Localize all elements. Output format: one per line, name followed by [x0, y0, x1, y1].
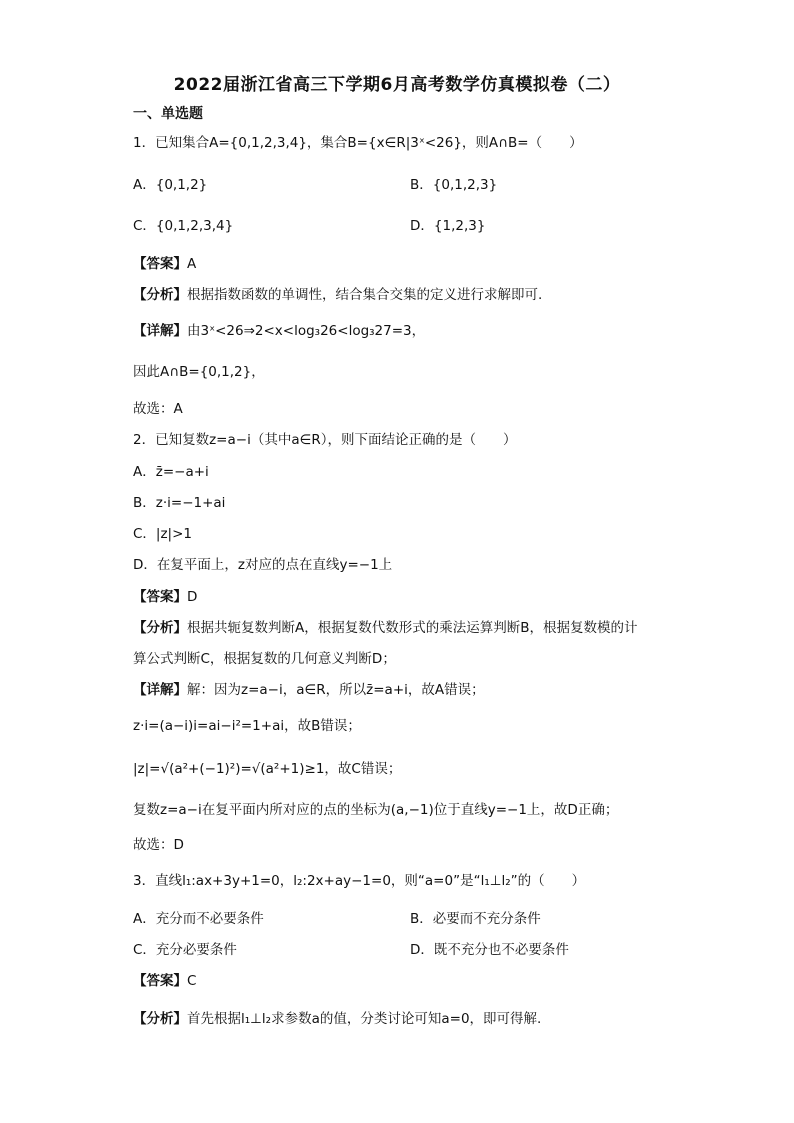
answer-tag: 【答案】	[133, 256, 187, 272]
q1-option-c: C．{0,1,2,3,4}	[133, 218, 234, 234]
detail-text: 由3ˣ<26⇒2<x<log₃26<log₃27=3，	[187, 323, 426, 339]
q2-option-d: D．在复平面上，z对应的点在直线y=−1上	[133, 557, 393, 573]
analysis-text: 根据指数函数的单调性，结合集合交集的定义进行求解即可.	[187, 287, 543, 303]
q1-stem: 1．已知集合A={0,1,2,3,4}，集合B={x∈R|3ˣ<26}，则A∩B=（ ）	[133, 135, 583, 151]
answer-value: A	[187, 256, 197, 272]
answer-tag: 【答案】	[133, 973, 187, 989]
detail-tag: 【详解】	[133, 682, 187, 698]
analysis-tag: 【分析】	[133, 287, 187, 303]
q3-answer-line	[133, 972, 196, 990]
q1-option-d: D．{1,2,3}	[410, 218, 486, 234]
q1-choice: 故选：A	[133, 401, 183, 417]
q2-detail-line-4: 复数z=a−i在复平面内所对应的点的坐标为(a,−1)位于直线y=−1上，故D正确；	[133, 802, 619, 818]
page-title: 2022届浙江省高三下学期6月高考数学仿真模拟卷（二）	[173, 75, 621, 95]
q1-option-b: B．{0,1,2,3}	[410, 177, 498, 193]
answer-value: C	[187, 973, 197, 989]
q2-choice: 故选：D	[133, 837, 184, 853]
analysis-text: 根据共轭复数判断A，根据复数代数形式的乘法运算判断B，根据复数模的计	[187, 620, 638, 636]
analysis-tag: 【分析】	[133, 1011, 187, 1027]
q3-analysis-line	[133, 1010, 541, 1028]
q3-stem: 3．直线l₁:ax+3y+1=0，l₂:2x+ay−1=0，则“a=0”是“l₁⊥l₂”的（ ）	[133, 873, 586, 889]
q3-option-a: A．充分而不必要条件	[133, 911, 264, 927]
q3-option-b: B．必要而不充分条件	[410, 911, 541, 927]
q2-option-a: A．z̄=−a+i	[133, 464, 209, 480]
q2-detail-line	[133, 681, 485, 699]
q1-detail-line	[133, 322, 425, 340]
q2-analysis-line-2: 算公式判断C，根据复数的几何意义判断D；	[133, 651, 396, 667]
q2-detail-line-3: |z|=√(a²+(−1)²)=√(a²+1)≥1，故C错误；	[133, 761, 402, 777]
q1-answer-line	[133, 255, 196, 273]
q2-answer-line	[133, 588, 197, 606]
detail-tag: 【详解】	[133, 323, 187, 339]
q2-analysis-line	[133, 619, 638, 637]
q2-detail-line-2: z·i=(a−i)i=ai−i²=1+ai，故B错误；	[133, 718, 361, 734]
answer-value: D	[187, 589, 198, 605]
q2-option-b: B．z·i=−1+ai	[133, 495, 226, 511]
detail-text: 解：因为z=a−i，a∈R，所以z̄=a+i，故A错误；	[187, 682, 485, 698]
q3-option-d: D．既不充分也不必要条件	[410, 942, 569, 958]
q1-detail-line-2: 因此A∩B={0,1,2}，	[133, 364, 265, 380]
section-heading: 一、单选题	[133, 106, 203, 122]
q2-option-c: C．|z|>1	[133, 526, 193, 542]
q2-stem: 2．已知复数z=a−i（其中a∈R），则下面结论正确的是（ ）	[133, 432, 517, 448]
q1-option-a: A．{0,1,2}	[133, 177, 208, 193]
analysis-text: 首先根据l₁⊥l₂求参数a的值，分类讨论可知a=0，即可得解.	[187, 1011, 542, 1027]
answer-tag: 【答案】	[133, 589, 187, 605]
q1-analysis-line	[133, 286, 542, 304]
q3-option-c: C．充分必要条件	[133, 942, 237, 958]
analysis-tag: 【分析】	[133, 620, 187, 636]
